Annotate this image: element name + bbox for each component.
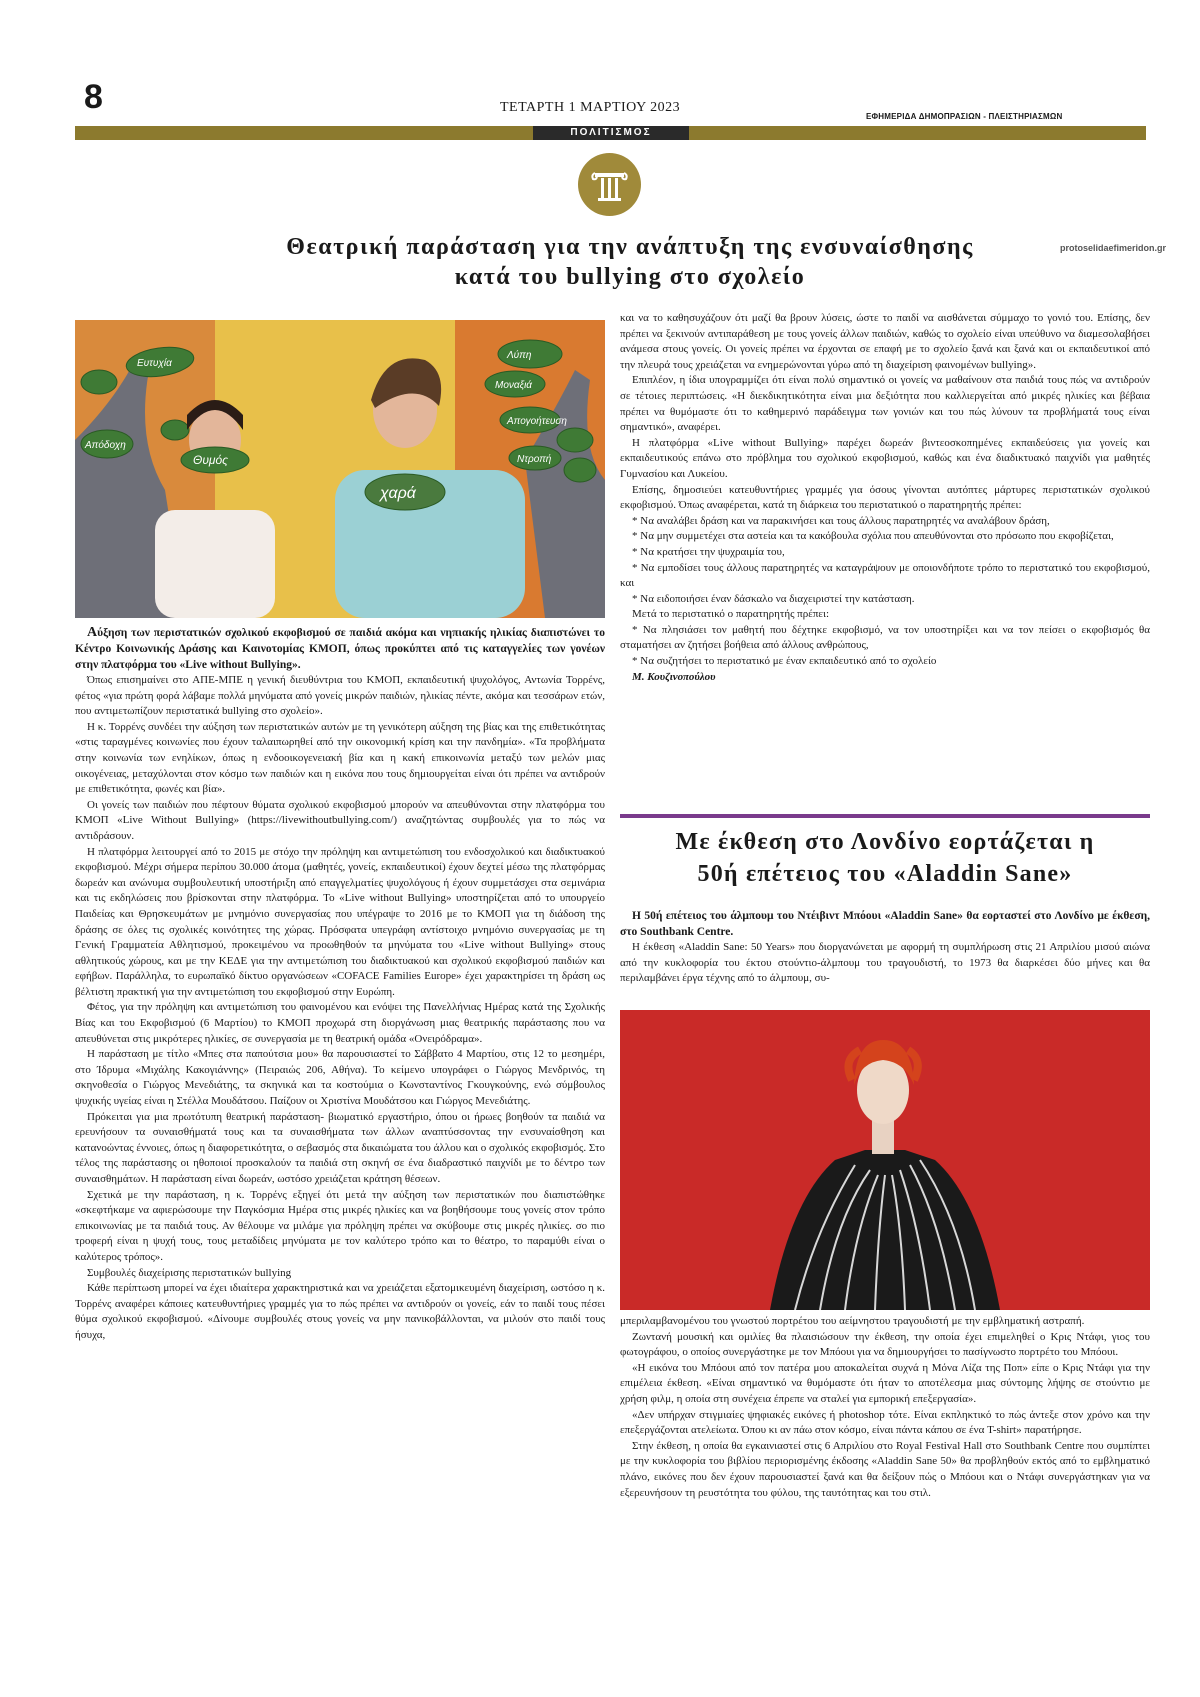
article1-paragraph: Σχετικά με την παράσταση, η κ. Τορρένς εξηγεί ότι μετά την αύξηση των περιστατικών που διαπιστώθηκε «σκεφτήκαμε να αφιερώσουμε την Παγκόσμια Ημέρα στις μικρές ηλικίες και να βοηθήσουμε τους γονείς στον τρόπο επικοινωνίας με τα παιδιά τους. Αν θέλουμε να μιλάμε για πρόληψη πρέπει να σκύβουμε στις μικρές ηλικίες. σο πιο τροφερή είναι η ψυχή τους, τους μεταδίδεις μηνύματα με τον καλύτερο τρόπο και το θέατρο, το παραμύθι είναι ο καλύτερος τρόπος».: [75, 1188, 605, 1263]
article1-paragraph: Επίσης, δημοσιεύει κατευθυντήριες γραμμές για όσους γίνονται αυτόπτες μάρτυρες περιστατικών σχολικού εκφοβισμού. Όπως αναφέρεται, κατά τη διάρκεια του περιστατικού ο παρατηρητής πρέπει:: [620, 483, 1150, 512]
article2-paragraph: «Η εικόνα του Μπόουι από τον πατέρα μου αποκαλείται συχνά η Μόνα Λίζα της Ποπ» είπε ο Κρις Ντάφι για την επιμέλεια έκθεση. «Είναι σημαντικό να θυμόμαστε ότι ήταν το αποτέλεσμα μιας σύντομης λήψης σε στούντιο με χρήση φιλμ, η οποία στη συνέχεια έπρεπε να σταλεί για εμπορική επεξεργασία».: [620, 1361, 1150, 1405]
article1-author: Μ. Κουζινοπούλου: [632, 670, 716, 683]
leaf-label: Λύπη: [507, 350, 532, 361]
bullet-item: * Να συζητήσει το περιστατικό με έναν εκπαιδευτικό από το σχολείο: [632, 655, 937, 668]
newspaper-masthead: ΕΦΗΜΕΡΙΔΑ ΔΗΜΟΠΡΑΣΙΩΝ - ΠΛΕΙΣΤΗΡΙΑΣΜΩΝ: [866, 112, 1063, 121]
page-number: 8: [84, 78, 103, 116]
bullet-item: * Να εμποδίσει τους άλλους παρατηρητές να καταγράψουν με οποιονδήποτε τρόπο το περιστατικό του εκφοβισμού, και: [620, 561, 1150, 590]
article2-paragraph: μπεριλαμβανομένου του γνωστού πορτρέτου του αείμνηστου τραγουδιστή με την εμβληματική αστραπή.: [620, 1315, 1085, 1327]
article1-paragraph: Μετά το περιστατικό ο παρατηρητής πρέπει:: [632, 608, 830, 621]
article2-lead: Η 50ή επέτειος του άλμπουμ του Ντέιβιντ Μπόουι «Aladdin Sane» θα εορταστεί στο Λονδίνο με έκθεση, στο Southbank Centre.: [620, 910, 1150, 938]
article1-paragraph: Η πλατφόρμα «Live without Bullying» παρέχει δωρεάν βιντεοσκοπημένες εκπαιδεύσεις για γονείς και εκπαιδευτικούς επάνω στο πρόβλημα του σχολικού εκφοβισμού, καθώς και ένα διαδικτυακό παιχνίδι για μαθητές Γυμνασίου και Λυκείου.: [620, 436, 1150, 480]
column-emblem-icon: [578, 153, 641, 216]
article1-paragraph: Η παράσταση με τίτλο «Μπες στα παπούτσια μου» θα παρουσιαστεί το Σάββατο 4 Μαρτίου, στις 12 το μεσημέρι, στο Ίδρυμα «Μιχάλης Κακογιάννης» (Πειραιώς 206, Αθήνα). Το κείμενο υπογράφει ο Γιώργος Μενδρινός, τη σκηνοθεσία ο Γιώργος Μενεδιάτης, τα σκηνικά και τα κοστούμια ο Κωνσταντίνος Γκουγκούνης, ενώ σύμβουλος ψυχικής υγείας είναι η Στέλλα Μουδάτσου. Παίζουν οι Χριστίνα Μουδάτσου και Γιώργος Μενεδιάτης.: [75, 1048, 605, 1108]
article1-paragraph: Όπως επισημαίνει στο ΑΠΕ-ΜΠΕ η γενική διευθύντρια του ΚΜΟΠ, εκπαιδευτική ψυχολόγος, Αντωνία Τορρένς, φέτος «για πρώτη φορά λάβαμε πολλά μηνύματα από γονείς μικρών παιδιών, ηλικίας πέντε, ακόμα και τεσσάρων ετών, που αντιμετωπίζουν περιστατικά bullying στο σχολείο».: [75, 674, 605, 718]
article1-paragraph: Η πλατφόρμα λειτουργεί από το 2015 με στόχο την πρόληψη και αντιμετώπιση του ενδοσχολικού και διαδικτυακού εκφοβισμού. Μέχρι σήμερα περίπου 30.000 άτομα (μαθητές, γονείς, εκπαιδευτικοί) έχουν δεχτεί μέσω της πλατφόρμας δωρεάν και ανώνυμα συμβουλευτική υποστήριξη από επαγγελματίες ψυχολόγους ή έχουν συμμετάσχει στα σεμινάρια και τις εκδηλώσεις που βρίσκονται στην πλατφόρμα. Το «Live without Bullying» υποστηρίζεται από το υπουργείο Παιδείας και Θρησκευμάτων με μνημόνιο συνεργασίας που υπέγραψε το 2016 με το ΚΜΟΠ για τη διάδοση της δράσης σε όλες τις σχολικές κοινότητες της χώρας. Πρόσφατα υπεγράφη αντίστοιχο μνημόνιο συνεργασίας με τη Γενική Γραμματεία Αθλητισμού, προκειμένου να προωθηθούν τα μηνύματα του «Live without Bullying» στους αθλητικούς χώρους, και με την ΚΕΔΕ για την αντιμετώπιση του διαδικτυακού και σχολικού εκφοβισμού παιδιών και εφήβων. Παράλληλα, το ευρωπαϊκό δίκτυο οργανώσεων «COFACE Families Europe» έχει χαρακτηρίσει τη δράση ως βέλτιστη πρακτική για την αντιμετώπιση του εκφοβισμού στην Ευρώπη.: [75, 845, 605, 998]
article2-title-line1: Με έκθεση στο Λονδίνο εορτάζεται η: [675, 829, 1095, 855]
article1-photo: [75, 320, 605, 618]
article2-body: [620, 1314, 1150, 1501]
article2-photo: [620, 1010, 1150, 1310]
article1-subheading: Συμβουλές διαχείρισης περιστατικών bullying: [87, 1266, 292, 1279]
leaf-label: Μοναξιά: [495, 380, 532, 391]
article2-title: [620, 826, 1150, 890]
bullet-item: * Να αναλάβει δράση και να παρακινήσει και τους άλλους παρατηρητές να αναλάβουν δράση,: [632, 514, 1050, 527]
leaf-label: Θυμός: [193, 453, 229, 467]
article1-paragraph: Κάθε περίπτωση μπορεί να έχει ιδιαίτερα χαρακτηριστικά και να χρειάζεται εξατομικευμένη διαχείριση, ωστόσο η κ. Τορρένς αναφέρει κάποιες κατευθυντήριες γραμμές για το πώς πρέπει να αντιδρούν οι γονείς, εάν το παιδί τους πέσει θύμα σχολικού εκφοβισμού. «Δίνουμε συμβουλές στους γονείς να μην πανικοβάλλονται, να μιλούν στο παιδί τους ήσυχα,: [75, 1282, 605, 1341]
article1-title-line1: Θεατρική παράσταση για την ανάπτυξη της ενσυναίσθησης: [286, 234, 974, 260]
article-separator: [620, 814, 1150, 818]
watermark: protoselidaefimeridon.gr: [1060, 243, 1167, 253]
article2-title-line2: 50ή επέτειος του «Aladdin Sane»: [697, 861, 1073, 887]
article1-right-column: [620, 311, 1150, 685]
lead-initial: Α: [87, 625, 98, 640]
leaf-label: Ντροπή: [517, 454, 552, 465]
leaf-label: Απογοήτευση: [507, 416, 567, 427]
section-label: ΠΟΛΙΤΙΣΜΟΣ: [533, 126, 689, 140]
article1-lead: Αύξηση των περιστατικών σχολικού εκφοβισμού σε παιδιά ακόμα και νηπιακής ηλικίας διαπιστώνει το Κέντρο Κοινωνικής Δράσης και Καινοτομίας ΚΜΟΠ, όπως προκύπτει από τις καταγγελίες των γονέων στην πλατφόρμα του «Live without Bullying».: [75, 625, 605, 671]
article1-paragraph: Οι γονείς των παιδιών που πέφτουν θύματα σχολικού εκφοβισμού μπορούν να απευθύνονται στην πλατφόρμα του ΚΜΟΠ «Live Without Bullying» (https://livewithoutbullying.com/) αναζητώντας συμβουλές για το πώς να αντιδράσουν.: [75, 798, 605, 842]
article1-paragraph: Η κ. Τορρένς συνδέει την αύξηση των περιστατικών αυτών με τη γενικότερη αύξηση της βίας και της επιθετικότητας «στις ταραγμένες κοινωνίες που έχουν ταλαιπωρηθεί από την οικονομική κρίση και την πανδημία». «Τα προβλήματα στην κοινωνία των ενηλίκων, όπως η ενδοοικογενειακή βία και η κακή επικοινωνία μεταξύ των μελών μιας οικογένειας, μεταχύλονται στον κόσμο των παιδιών και η εικόνα που τους δημιουργείται είναι ότι πρέπει να αντιδρούν με επιθετικότητα, φωνές και βία».: [75, 720, 605, 796]
bullet-item: * Να ειδοποιήσει έναν δάσκαλο να διαχειριστεί την κατάσταση.: [632, 592, 915, 605]
article1-left-column: [75, 625, 605, 1344]
article1-paragraph: Φέτος, για την πρόληψη και αντιμετώπιση του φαινομένου και ενόψει της Πανελλήνιας Ημέρας κατά της Σχολικής Βίας και του Εκφοβισμού (6 Μαρτίου) το ΚΜΟΠ προχωρά στη διοργάνωση μιας θεατρικής παράστασης που να απευθύνεται στις μικρότερες ηλικίες, σε συνεργασία με τη θεατρική ομάδα «Ονειρόδραμα».: [75, 1001, 605, 1045]
article2-paragraph: Ζωντανή μουσική και ομιλίες θα πλαισιώσουν την έκθεση, την οποία έχει επιμεληθεί ο Κρις Ντάφι, γιος του φωτογράφου, ο οποίος συνεργάστηκε με τον Μπόουι για να δημιουργήσει το πασίγνωστο πορτρέτο του Μπόουι.: [620, 1330, 1150, 1359]
article2-paragraph: Η έκθεση «Aladdin Sane: 50 Years» που διοργανώνεται με αφορμή τη συμπλήρωση στις 21 Απριλίου μισού αιώνα από την κυκλοφορία του έκτου στούντιο-άλμπουμ του τραγουδιστή, το 1973 θα διαρκέσει δύο μήνες και θα περιλαμβάνει έργα τέχνης από το άλμπουμ, συ-: [620, 941, 1150, 985]
bullet-item: * Να κρατήσει την ψυχραιμία του,: [632, 545, 785, 558]
article2-intro: [620, 908, 1150, 987]
bullet-item: * Να μην συμμετέχει στα αστεία και τα κακόβουλα σχόλια που απευθύνονται στο πρόσωπο που εκφοβίζεται,: [632, 530, 1114, 543]
leaf-label: χαρά: [380, 485, 416, 502]
article1-paragraph: Επιπλέον, η ίδια υπογραμμίζει ότι είναι πολύ σημαντικό οι γονείς να μαθαίνουν στα παιδιά τους πώς να αντιδρούν σε τέτοιες περιπτώσεις. «Η διεκδικητικότητα είναι μια δεξιότητα που καλλιεργείται από μικρές ηλικίες και βέβαια πρέπει να θυμόμαστε ότι το καθημερινό παράδειγμα των γονιών και του πώς λύνουν τα προβλήματά τους είναι σημαντικό», αναφέρει.: [620, 374, 1150, 434]
article1-title-line2: κατά του bullying στο σχολείο: [454, 264, 806, 290]
article2-paragraph: Στην έκθεση, η οποία θα εγκαινιαστεί στις 6 Απριλίου στο Royal Festival Hall στο Southbank Centre που συμπίπτει με την κυκλοφορία του βιβλίου περιορισμένης έκδοσης «Aladdin Sane 50» θα προβληθούν εκτός από το εμβληματικό πλάνο, εικόνες που δεν έχουν παρουσιαστεί ξανά και θα δείξουν πώς ο Μπόουι και ο Ντάφι συνεργάστηκαν για να εξερευνήσουν τη ρευστότητα του φύλου, της ταυτότητας και του στιλ.: [620, 1439, 1150, 1499]
issue-date: ΤΕΤΑΡΤΗ 1 ΜΑΡΤΙΟΥ 2023: [500, 100, 681, 115]
leaf-label: Απόδοχη: [85, 440, 126, 451]
article1-paragraph: Πρόκειται για μια πρωτότυπη θεατρική παράσταση- βιωματικό εργαστήριο, όπου οι ήρωες βοηθούν τα παιδιά να ερευνήσουν τα συναισθήματά τους και τα συναισθήματα των άλλων αναπτύσσοντας την ενσυναίσθηση και κατανοώντας έννοιες, όπως η διαφορετικότητα, ο σεβασμός στα δικαιώματα του άλλου και ο σχολικός εκφοβισμός. Στο τέλος της παράστασης οι ηθοποιοί προσκαλούν τα παιδιά στη σκηνή σε ένα διαδραστικό παιχνίδι με το δέντρο των συναισθημάτων. Η παράσταση είναι δωρεάν, ωστόσο χρειάζεται κράτηση θέσεων.: [75, 1110, 605, 1185]
article2-paragraph: «Δεν υπήρχαν στιγμιαίες ψηφιακές εικόνες ή photoshop τότε. Είναι εκπληκτικό το πώς άντεξε στον χρόνο και την επεξεργάζονται ατελείωτα. Όπου κι αν πάω στον κόσμο, είναι πάντα κάπου σε ένα T-shirt» παρατήρησε.: [620, 1408, 1150, 1437]
bullet-item: * Να πλησιάσει τον μαθητή που δέχτηκε εκφοβισμό, να τον υποστηρίξει και να τον πείσει ο εκφοβισμός θα σταματήσει αν ζητήσει βοήθεια από άλλους ανθρώπους,: [620, 623, 1150, 652]
article1-title: [140, 232, 1120, 292]
article1-paragraph: και να το καθησυχάζουν ότι μαζί θα βρουν λύσεις, ώστε το παιδί να αισθάνεται σύμμαχο το γονιό του. Επίσης, δεν πρέπει να ξεκινούν αντιπαράθεση με τους γονείς άλλων παιδιών, καθώς το σχολείο είναι υπεύθυνο να διαμεσολαβήσει ανάμεσα στους γονείς. Οι γονείς πρέπει να έρχονται σε επαφή με το σχολείο ξανά και ξανά και οι εκπαιδευτικοί από την πλευρά τους χρειάζεται να ενημερώνονται γύρω από τη διαχείριση φαινομένων bullying».: [620, 312, 1150, 371]
leaf-label: Ευτυχία: [137, 358, 172, 369]
